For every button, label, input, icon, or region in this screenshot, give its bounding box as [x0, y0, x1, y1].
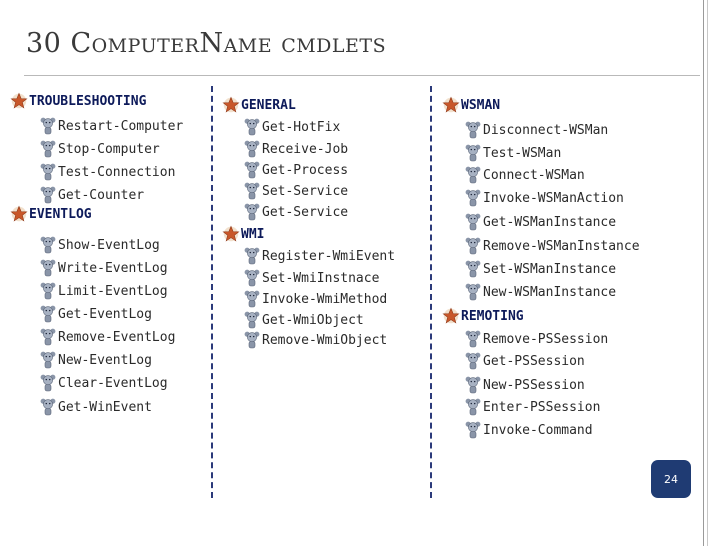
bear-icon	[40, 236, 56, 254]
section-heading	[442, 96, 500, 114]
bear-icon	[40, 398, 56, 416]
bear-icon	[40, 163, 56, 181]
cmdlet-label: Set-WmiInstnace	[262, 270, 380, 286]
cmdlet-label: Stop-Computer	[58, 141, 160, 157]
cmdlet-item	[244, 140, 348, 158]
star-badge-icon	[442, 96, 460, 114]
cmdlet-item	[244, 331, 387, 349]
cmdlet-item	[244, 247, 395, 265]
bear-icon	[244, 331, 260, 349]
bear-icon	[465, 213, 481, 231]
section-heading	[10, 205, 92, 223]
cmdlet-label: Get-EventLog	[58, 306, 152, 322]
cmdlet-label: Get-HotFix	[262, 119, 341, 135]
cmdlet-item	[40, 398, 152, 416]
cmdlet-item	[40, 236, 160, 254]
bear-icon	[244, 269, 260, 287]
cmdlet-item	[40, 328, 175, 346]
section-heading-label: GENERAL	[241, 97, 296, 113]
section-heading	[222, 225, 264, 243]
cmdlet-label: Get-PSSession	[483, 353, 585, 369]
bear-icon	[40, 117, 56, 135]
bear-icon	[40, 351, 56, 369]
cmdlet-item	[465, 352, 585, 370]
section-heading-label: WMI	[241, 226, 265, 242]
bear-icon	[244, 182, 260, 200]
cmdlet-label: Test-Connection	[58, 164, 176, 180]
cmdlet-item	[244, 118, 340, 136]
page-number-badge: 24	[651, 460, 691, 498]
bear-icon	[465, 376, 481, 394]
cmdlet-label: Get-WSManInstance	[483, 214, 617, 230]
cmdlet-label: Test-WSMan	[483, 145, 562, 161]
cmdlet-item	[465, 376, 585, 394]
cmdlet-item	[244, 311, 364, 329]
bear-icon	[465, 283, 481, 301]
bear-icon	[465, 166, 481, 184]
bear-icon	[465, 421, 481, 439]
cmdlet-item	[40, 374, 168, 392]
cmdlet-label: Invoke-WmiMethod	[262, 291, 388, 307]
section-heading-label: WSMAN	[461, 97, 501, 113]
bear-icon	[40, 328, 56, 346]
star-badge-icon	[442, 307, 460, 325]
cmdlet-label: Write-EventLog	[58, 260, 168, 276]
bear-icon	[465, 121, 481, 139]
bear-icon	[244, 290, 260, 308]
cmdlet-item	[465, 330, 608, 348]
column-divider	[430, 86, 432, 498]
bear-icon	[465, 352, 481, 370]
star-badge-icon	[10, 205, 28, 223]
cmdlet-item	[465, 398, 600, 416]
bear-icon	[40, 140, 56, 158]
section-heading	[222, 96, 296, 114]
cmdlet-item	[40, 351, 152, 369]
bear-icon	[244, 247, 260, 265]
cmdlet-label: Remove-WSManInstance	[483, 238, 640, 254]
bear-icon	[465, 330, 481, 348]
cmdlet-item	[40, 282, 168, 300]
cmdlet-label: New-EventLog	[58, 352, 152, 368]
cmdlet-item	[465, 421, 593, 439]
cmdlet-item	[244, 203, 348, 221]
bear-icon	[465, 237, 481, 255]
bear-icon	[40, 259, 56, 277]
bear-icon	[465, 189, 481, 207]
cmdlet-label: Connect-WSMan	[483, 167, 585, 183]
cmdlet-label: Get-WinEvent	[58, 399, 152, 415]
bear-icon	[465, 260, 481, 278]
section-heading-label: EVENTLOG	[29, 206, 92, 222]
cmdlet-label: Clear-EventLog	[58, 375, 168, 391]
section-heading	[442, 307, 524, 325]
cmdlet-label: Enter-PSSession	[483, 399, 601, 415]
cmdlet-item	[40, 140, 160, 158]
bear-icon	[244, 140, 260, 158]
star-badge-icon	[222, 96, 240, 114]
cmdlet-item	[465, 121, 608, 139]
cmdlet-item	[40, 305, 152, 323]
cmdlet-item	[244, 269, 379, 287]
cmdlet-item	[465, 144, 561, 162]
star-badge-icon	[10, 92, 28, 110]
cmdlet-label: Disconnect-WSMan	[483, 122, 609, 138]
cmdlet-label: Restart-Computer	[58, 118, 184, 134]
bear-icon	[244, 311, 260, 329]
cmdlet-item	[244, 161, 348, 179]
cmdlet-item	[244, 290, 387, 308]
bear-icon	[40, 282, 56, 300]
bear-icon	[244, 161, 260, 179]
slide-frame-line	[707, 0, 708, 546]
cmdlet-label: Invoke-Command	[483, 422, 593, 438]
bear-icon	[40, 374, 56, 392]
cmdlet-label: Receive-Job	[262, 141, 349, 157]
bear-icon	[244, 118, 260, 136]
column-divider	[211, 86, 213, 498]
cmdlet-item	[465, 213, 616, 231]
cmdlet-label: Set-Service	[262, 183, 349, 199]
cmdlet-item	[40, 163, 175, 181]
cmdlet-label: Get-Counter	[58, 187, 145, 203]
cmdlet-label: Get-Process	[262, 162, 349, 178]
cmdlet-item	[244, 182, 348, 200]
cmdlet-item	[465, 283, 616, 301]
star-badge-icon	[222, 225, 240, 243]
bear-icon	[40, 186, 56, 204]
cmdlet-item	[40, 117, 183, 135]
cmdlet-item	[465, 166, 585, 184]
cmdlet-label: Limit-EventLog	[58, 283, 168, 299]
bear-icon	[465, 144, 481, 162]
cmdlet-label: Get-WmiObject	[262, 312, 364, 328]
bear-icon	[465, 398, 481, 416]
cmdlet-item	[40, 186, 144, 204]
bear-icon	[244, 203, 260, 221]
cmdlet-label: Remove-EventLog	[58, 329, 176, 345]
cmdlet-label: Set-WSManInstance	[483, 261, 617, 277]
cmdlet-label: Invoke-WSManAction	[483, 190, 624, 206]
title-rule	[24, 75, 700, 76]
cmdlet-item	[40, 259, 168, 277]
bear-icon	[40, 305, 56, 323]
section-heading-label: TROUBLESHOOTING	[29, 93, 147, 109]
cmdlet-label: New-WSManInstance	[483, 284, 617, 300]
cmdlet-item	[465, 237, 640, 255]
slide-frame-line	[703, 0, 704, 546]
section-heading-label: REMOTING	[461, 308, 524, 324]
section-heading	[10, 92, 146, 110]
cmdlet-label: New-PSSession	[483, 377, 585, 393]
cmdlet-label: Show-EventLog	[58, 237, 160, 253]
slide-title: 30 ComputerName cmdlets	[26, 28, 387, 59]
cmdlet-label: Register-WmiEvent	[262, 248, 396, 264]
cmdlet-item	[465, 189, 624, 207]
cmdlet-label: Remove-WmiObject	[262, 332, 388, 348]
cmdlet-label: Get-Service	[262, 204, 349, 220]
cmdlet-label: Remove-PSSession	[483, 331, 609, 347]
cmdlet-item	[465, 260, 616, 278]
